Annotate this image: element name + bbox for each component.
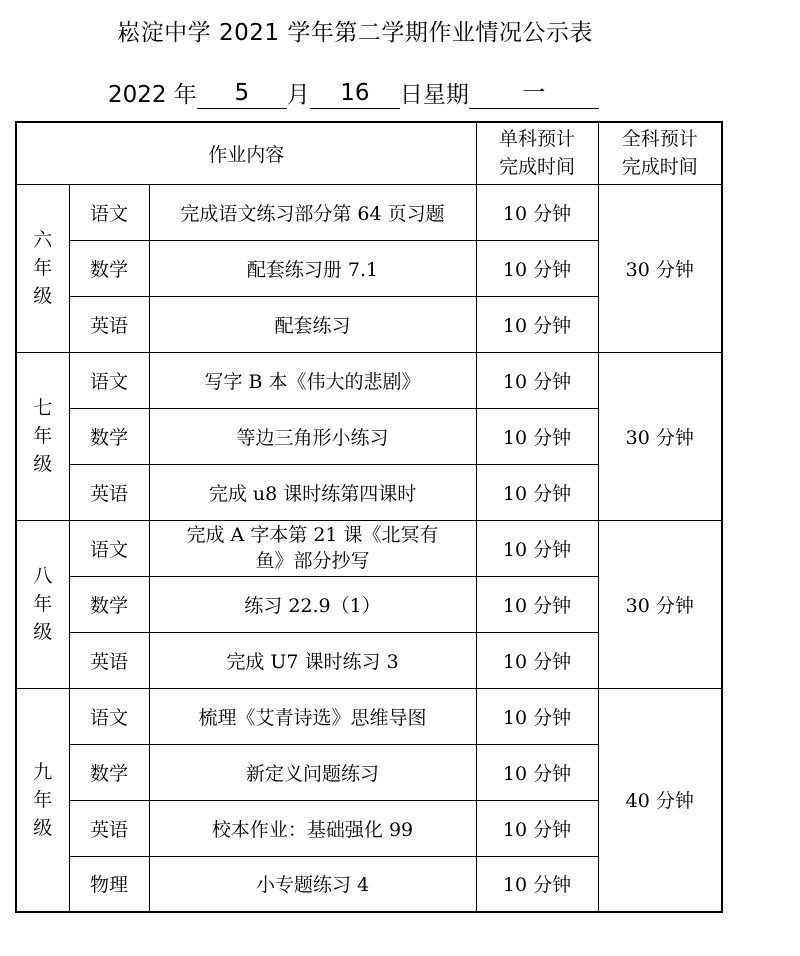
date-day: 16 (310, 78, 400, 109)
content-cell: 小专题练习 4 (149, 856, 476, 912)
subject-cell: 英语 (69, 296, 149, 352)
subject-cell: 英语 (69, 632, 149, 688)
content-cell: 写字 B 本《伟大的悲剧》 (149, 352, 476, 408)
table-row (16, 520, 722, 576)
header-single-time-line2: 完成时间 (499, 156, 576, 179)
table-header-row (16, 122, 722, 184)
subject-cell: 英语 (69, 800, 149, 856)
content-line1: 完成 A 字本第 21 课《北冥有 (186, 524, 439, 546)
content-cell: 校本作业：基础强化 99 (149, 800, 476, 856)
content-cell (149, 520, 476, 576)
subject-cell: 数学 (69, 240, 149, 296)
content-line2: 鱼》部分抄写 (255, 550, 370, 572)
header-single-time (476, 122, 598, 184)
date-weekday: 一 (469, 78, 599, 109)
subject-cell: 数学 (69, 576, 149, 632)
grade-cell: 六 年 级 (16, 184, 69, 352)
content-cell: 等边三角形小练习 (149, 408, 476, 464)
grade-cell: 八 年 级 (16, 520, 69, 688)
total-time-cell: 40 分钟 (598, 688, 722, 912)
subject-cell: 物理 (69, 856, 149, 912)
content-cell: 配套练习 (149, 296, 476, 352)
time-cell: 10 分钟 (476, 296, 598, 352)
time-cell: 10 分钟 (476, 632, 598, 688)
content-cell: 完成 u8 课时练第四课时 (149, 464, 476, 520)
grade-cell: 七 年 级 (16, 352, 69, 520)
subject-cell: 数学 (69, 744, 149, 800)
content-cell: 练习 22.9（1） (149, 576, 476, 632)
header-total-time (598, 122, 722, 184)
time-cell: 10 分钟 (476, 688, 598, 744)
content-cell: 完成语文练习部分第 64 页习题 (149, 184, 476, 240)
content-cell: 配套练习册 7.1 (149, 240, 476, 296)
subject-cell: 语文 (69, 184, 149, 240)
date-year: 2022 年 (108, 82, 197, 108)
table-row (16, 184, 722, 240)
time-cell: 10 分钟 (476, 464, 598, 520)
time-cell: 10 分钟 (476, 184, 598, 240)
time-cell: 10 分钟 (476, 576, 598, 632)
time-cell: 10 分钟 (476, 800, 598, 856)
grade-cell: 九 年 级 (16, 688, 69, 912)
time-cell: 10 分钟 (476, 744, 598, 800)
subject-cell: 语文 (69, 688, 149, 744)
subject-cell: 语文 (69, 352, 149, 408)
homework-table (15, 121, 723, 913)
table-row (16, 352, 722, 408)
header-content: 作业内容 (16, 122, 476, 184)
date-line (108, 76, 599, 110)
date-day-suffix: 日星期 (399, 82, 469, 108)
total-time-cell: 30 分钟 (598, 184, 722, 352)
header-total-time-line2: 完成时间 (621, 156, 698, 179)
table-row (16, 688, 722, 744)
subject-cell: 数学 (69, 408, 149, 464)
date-month: 5 (197, 78, 287, 109)
total-time-cell: 30 分钟 (598, 520, 722, 688)
content-cell: 梳理《艾青诗选》思维导图 (149, 688, 476, 744)
content-cell: 新定义问题练习 (149, 744, 476, 800)
subject-cell: 语文 (69, 520, 149, 576)
time-cell: 10 分钟 (476, 240, 598, 296)
header-total-time-line1: 全科预计 (621, 128, 698, 151)
header-single-time-line1: 单科预计 (499, 128, 576, 151)
date-month-suffix: 月 (286, 82, 310, 108)
page-title: 崧淀中学 2021 学年第二学期作业情况公示表 (117, 20, 593, 46)
time-cell: 10 分钟 (476, 520, 598, 576)
content-cell: 完成 U7 课时练习 3 (149, 632, 476, 688)
subject-cell: 英语 (69, 464, 149, 520)
time-cell: 10 分钟 (476, 856, 598, 912)
time-cell: 10 分钟 (476, 408, 598, 464)
time-cell: 10 分钟 (476, 352, 598, 408)
total-time-cell: 30 分钟 (598, 352, 722, 520)
